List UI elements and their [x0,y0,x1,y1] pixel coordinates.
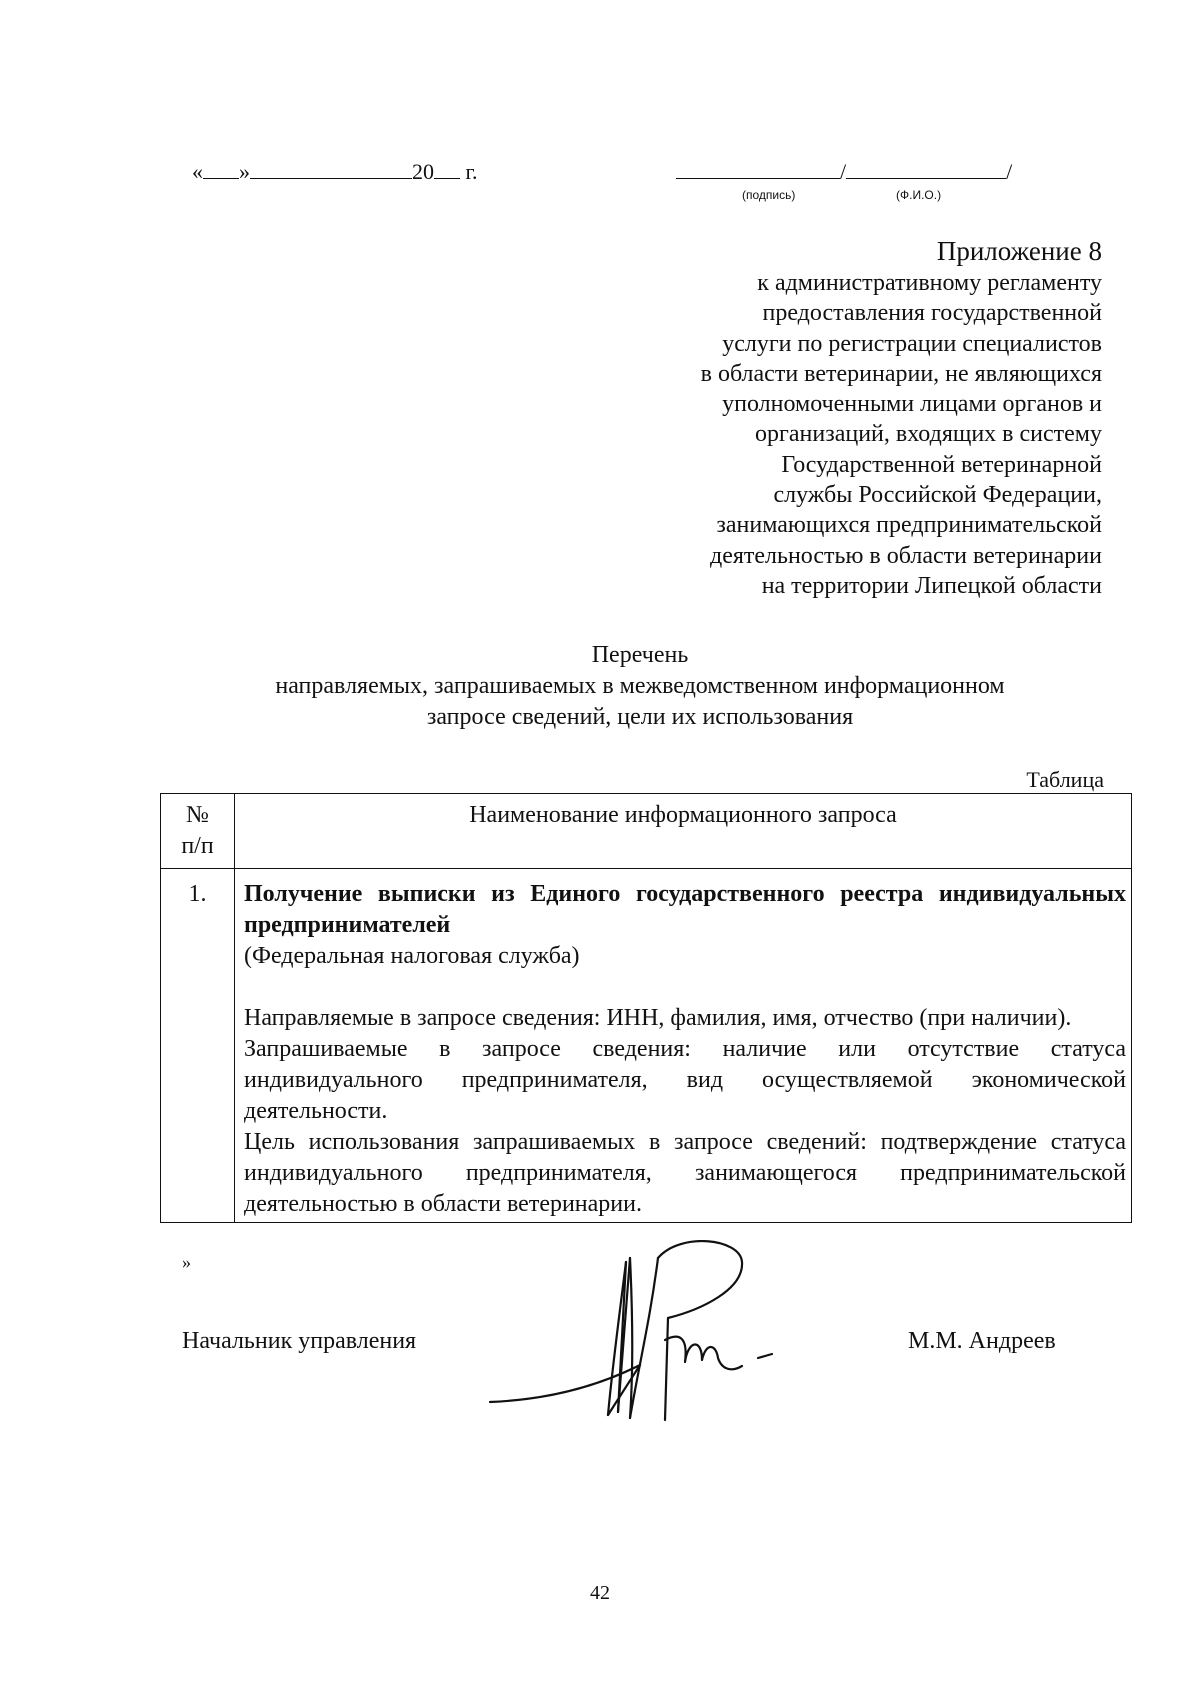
header-number [161,794,235,869]
fio-label: (Ф.И.О.) [896,188,942,202]
table-row [161,869,1132,1223]
date-suffix: г. [465,159,478,184]
signature-placeholder [676,158,1012,185]
sign-slash-2: / [1006,159,1013,184]
header-number-symbol: № [186,802,209,828]
row-number: 1. [161,869,235,1223]
closing-quote: » [182,1252,191,1272]
table-header-row [161,794,1132,869]
month-blank [250,158,412,179]
signature-label: (подпись) [742,188,796,202]
heading-title: Перечень [591,642,689,668]
appendix-line: службы Российской Федерации, [773,482,1102,509]
date-placeholder [192,158,478,185]
list-heading [180,640,1100,733]
appendix-line: занимающихся предпринимательской [716,512,1102,539]
date-close-quote: » [239,159,250,184]
row-content [235,869,1132,1223]
request-sent-info: Направляемые в запросе сведения: ИНН, фамилия, имя, отчество (при наличии). [244,1005,1072,1031]
appendix-line: к административному регламенту [757,270,1102,296]
spacer [244,972,1126,1003]
appendix-line: организаций, входящих в систему [755,421,1102,448]
heading-subtitle-line: направляемых, запрашиваемых в межведомственном информационном [275,673,1005,699]
appendix-line: услуги по регистрации специалистов [722,330,1102,357]
appendix-title: Приложение 8 [936,236,1102,266]
signature-stroke [665,1337,742,1370]
signature-stroke [630,1258,658,1418]
request-details [236,879,1130,1220]
appendix-line: на территории Липецкой области [761,572,1102,599]
handwritten-signature [480,1240,840,1440]
signatory-name: М.М. Андреев [908,1328,1056,1354]
signature-stroke [758,1354,772,1358]
appendix-line: в области ветеринарии, не являющихся [700,360,1102,387]
signature-blank [676,158,840,179]
request-agency: (Федеральная налоговая служба) [244,943,580,969]
signature-stroke [490,1365,640,1402]
signature-stroke [658,1241,742,1318]
request-title: Получение выписки из Единого государственного реестра индивидуальных предпринимателей [244,881,1126,938]
header-name: Наименование информационного запроса [235,794,1132,869]
fio-blank [846,158,1006,179]
page-number: 42 [590,1582,610,1604]
date-open-quote: « [192,159,203,184]
request-requested-info: Запрашиваемые в запросе сведения: наличие или отсутствие статуса индивидуального предпринимателя, вид осуществляемой экономической деятельности. [244,1036,1126,1124]
table-caption: Таблица [1026,767,1104,792]
heading-subtitle-line: запросе сведений, цели их использования [426,704,854,730]
year-blank [434,158,460,179]
request-purpose: Цель использования запрашиваемых в запросе сведений: подтверждение статуса индивидуального предпринимателя, занимающегося предпринимательской деятельностью в области ветеринарии. [244,1129,1126,1217]
appendix-line: уполномоченными лицами органов и [722,391,1102,418]
signatory-position: Начальник управления [182,1328,417,1354]
appendix-line: деятельностью в области ветеринарии [710,542,1102,569]
sign-slash-1: / [840,159,847,184]
appendix-line: Государственной ветеринарной [781,451,1102,478]
header-number-abbrev: п/п [181,833,214,859]
appendix-block [582,234,1102,601]
info-request-table [160,793,1132,1223]
signature-stroke [665,1318,668,1420]
appendix-line: предоставления государственной [762,300,1102,327]
date-year: 20 [412,159,434,184]
day-blank [203,158,239,179]
signature-stroke [630,1258,632,1418]
